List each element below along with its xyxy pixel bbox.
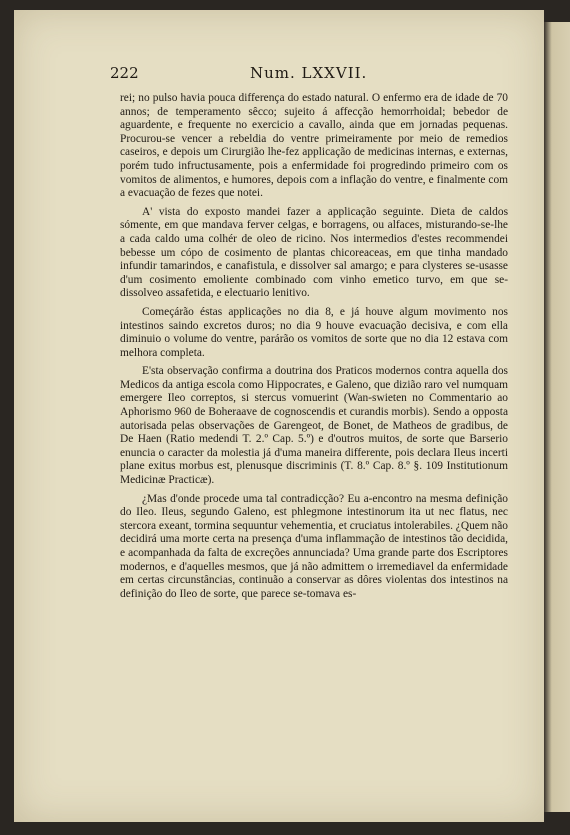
paragraph-4: E'sta observação confirma a doutrina dos Praticos modernos contra aquella dos Medicos da antiga escola como Hippocrates, e Galeno, que dizião raro vel numquam emergere Ileo correptos, si stercus vomuerint (Wan-swieten no Commentario ao Aphorismo 960 de Boheraave de cognoscendis et curandis morbis). Sendo a opposta autorisada pelas observações de Garengeot, de Bonet, de Matheos de gradibus, de De Haen (Ratio medendi T. 2.º Cap. 5.º) e d'outros muitos, de sorte que Barserio enuncia o caracter da molestia já d'uma maneira differente, pois declara Ileus incerti plane exitus morbus est, plenusque discriminis (T. 8.º Cap. 8.º §. 109 Institutionum Medicinæ Practicæ). [120,365,508,487]
text-body [120,92,508,606]
running-title: Num. LXXVII. [250,64,368,82]
paragraph-5: ¿Mas d'onde procede uma tal contradicção? Eu a-encontro na mesma definição do Ileo. Ileus, segundo Galeno, est phlegmone intestinorum ita ut nec flatus, nec stercora exeant, tormina sequuntur vehementia, et cruciatus intolerabiles. ¿Quem não decidirá uma morte certa na presença d'uma inflammação de intestinos tão decidida, e acompanhada da falta de excreções annunciada? Uma grande parte dos Escriptores modernos, e d'aquelles mesmos, que já não admittem o irremediavel da enfermidade em certas circunstâncias, continuão a conservar as dôres violentas dos intestinos na definição do Ileo de sorte, que parece se-tomava es- [120,492,508,600]
paragraph-1: rei; no pulso havia pouca differença do estado natural. O enfermo era de idade de 70 annos; de temperamento sêcco; sujeito á affecção hemorrhoidal; bebedor de aguardente, e frequente no exercicio a cavallo, ainda que em jornadas pequenas. Procurou-se vencer a rebeldia do ventre primeiramente por meio de remedios caseiros, e depois um Cirurgião lhe-fez applicação de medicinas internas, e externas, porém tudo infructusamente, pois a enfermidade foi progredindo primeiro com os vomitos de alimentos, e humores, depois com a inflação do ventre, e finalmente com a evacuação de fezes que notei. [120,92,508,200]
page-number: 222 [110,64,139,82]
paragraph-2: A' vista do exposto mandei fazer a applicação seguinte. Dieta de caldos sómente, em que mandava ferver celgas, e borragens, ou alfaces, misturando-se-lhe a cada caldo uma colhér de oleo de ricino. Nos intermedios d'estes recommendei bebesse um cópo de cosimento de plantas chicoreaceas, em que tinha mandado infundir tamarindos, e canafistula, e dissolver sal amargo; e para clysteres se-usasse d'um cosimento emoliente combinado com vinho emetico turvo, em que se-dissolveo assafetida, e electuario lenitivo. [120,205,508,300]
adjacent-page-edge [544,22,570,812]
paragraph-3: Começárão éstas applicações no dia 8, e já houve algum movimento nos intestinos saindo excretos duros; no dia 9 houve evacuação decisiva, e com ella diminuio o volume do ventre, parárão os vomitos de sorte que no dia 12 estava com melhora completa. [120,305,508,359]
